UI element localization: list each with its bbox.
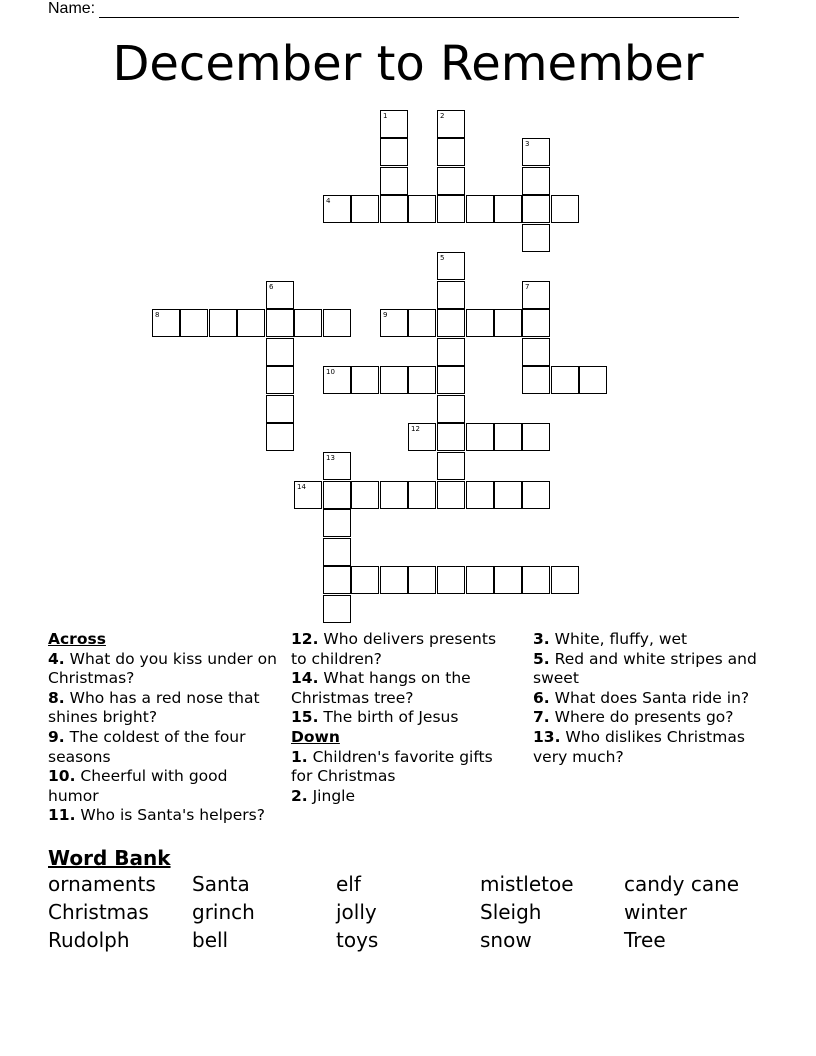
clue-text: The birth of Jesus (318, 708, 459, 727)
clue-text: Where do presents go? (549, 708, 734, 727)
crossword-cell[interactable] (266, 423, 294, 451)
crossword-cell[interactable] (494, 481, 522, 509)
clue-number: 1. (291, 747, 308, 766)
crossword-cell[interactable] (466, 423, 494, 451)
crossword-cell[interactable] (408, 195, 436, 223)
clue-item (533, 689, 768, 709)
crossword-cell[interactable] (437, 252, 465, 280)
crossword-cell[interactable] (551, 366, 579, 394)
crossword-cell[interactable] (351, 566, 379, 594)
crossword-cell[interactable] (494, 423, 522, 451)
clue-item (48, 728, 278, 767)
cell-number: 7 (525, 283, 530, 291)
crossword-cell[interactable] (323, 452, 351, 480)
word-bank-item: Rudolph (48, 928, 130, 952)
crossword-cell[interactable] (522, 309, 550, 337)
crossword-cell[interactable] (437, 195, 465, 223)
clue-number: 11. (48, 806, 76, 825)
crossword-cell[interactable] (323, 595, 351, 623)
crossword-cell[interactable] (522, 224, 550, 252)
word-bank-item: Santa (192, 872, 250, 896)
clue-number: 2. (291, 786, 308, 805)
clue-item (291, 630, 516, 669)
clue-number: 3. (533, 630, 550, 648)
clue-item (291, 708, 516, 728)
clue-text: What does Santa ride in? (549, 688, 750, 707)
crossword-cell[interactable] (551, 195, 579, 223)
crossword-cell[interactable] (437, 138, 465, 166)
cell-number: 4 (326, 197, 331, 205)
clues-column-2 (291, 630, 516, 806)
crossword-cell[interactable] (380, 138, 408, 166)
word-bank-item: ornaments (48, 872, 156, 896)
crossword-cell[interactable] (380, 110, 408, 138)
crossword-cell[interactable] (437, 167, 465, 195)
crossword-cell[interactable] (551, 566, 579, 594)
cell-number: 14 (297, 483, 306, 491)
crossword-cell[interactable] (380, 309, 408, 337)
cell-number: 8 (155, 311, 160, 319)
crossword-cell[interactable] (579, 366, 607, 394)
clue-item (291, 748, 516, 787)
crossword-cell[interactable] (437, 481, 465, 509)
clue-item (533, 650, 768, 689)
crossword-cell[interactable] (380, 195, 408, 223)
crossword-cell[interactable] (351, 195, 379, 223)
word-bank-item: elf (336, 872, 361, 896)
clue-text: Who has a red nose that shines bright? (48, 688, 260, 727)
word-bank-item: winter (624, 900, 687, 924)
clue-number: 6. (533, 688, 550, 707)
crossword-cell[interactable] (408, 366, 436, 394)
cell-number: 3 (525, 140, 530, 148)
word-bank (48, 872, 768, 952)
clue-item (533, 630, 768, 650)
clue-number: 13. (533, 727, 561, 746)
clue-item (48, 767, 278, 806)
crossword-cell[interactable] (266, 281, 294, 309)
crossword-cell[interactable] (522, 481, 550, 509)
cell-number: 6 (269, 283, 274, 291)
clue-item (291, 669, 516, 708)
crossword-cell[interactable] (522, 366, 550, 394)
crossword-cell[interactable] (408, 481, 436, 509)
crossword-cell[interactable] (522, 195, 550, 223)
crossword-cell[interactable] (351, 366, 379, 394)
clue-text: The coldest of the four seasons (48, 727, 246, 766)
clue-text: Cheerful with good humor (48, 767, 228, 805)
crossword-cell[interactable] (323, 566, 351, 594)
crossword-cell[interactable] (408, 423, 436, 451)
word-bank-title: Word Bank (48, 846, 171, 870)
crossword-cell[interactable] (466, 481, 494, 509)
crossword-cell[interactable] (380, 481, 408, 509)
crossword-cell[interactable] (408, 309, 436, 337)
crossword-cell[interactable] (180, 309, 208, 337)
clue-text: Who is Santa's helpers? (75, 806, 265, 825)
crossword-cell[interactable] (323, 538, 351, 566)
crossword-cell[interactable] (266, 395, 294, 423)
crossword-cell[interactable] (294, 481, 322, 509)
crossword-cell[interactable] (380, 167, 408, 195)
clue-item (48, 806, 278, 826)
crossword-cell[interactable] (323, 481, 351, 509)
word-bank-item: Tree (624, 928, 666, 952)
crossword-cell[interactable] (323, 309, 351, 337)
crossword-cell[interactable] (437, 395, 465, 423)
cell-number: 12 (411, 425, 420, 433)
crossword-cell[interactable] (152, 309, 180, 337)
crossword-cell[interactable] (380, 566, 408, 594)
crossword-cell[interactable] (237, 309, 265, 337)
clue-number: 4. (48, 649, 65, 668)
crossword-cell[interactable] (266, 366, 294, 394)
crossword-cell[interactable] (522, 423, 550, 451)
clue-number: 15. (291, 708, 319, 727)
crossword-cell[interactable] (437, 338, 465, 366)
clue-number: 9. (48, 727, 65, 746)
clue-text: Children's favorite gifts for Christmas (291, 747, 493, 786)
clue-text: White, fluffy, wet (549, 630, 688, 648)
crossword-cell[interactable] (380, 366, 408, 394)
clue-number: 5. (533, 649, 550, 668)
word-bank-item: grinch (192, 900, 255, 924)
crossword-cell[interactable] (466, 309, 494, 337)
word-bank-item: candy cane (624, 872, 740, 896)
clue-text: What do you kiss under on Christmas? (48, 649, 277, 688)
crossword-cell[interactable] (437, 366, 465, 394)
crossword-cell[interactable] (351, 481, 379, 509)
crossword-cell[interactable] (323, 366, 351, 394)
crossword-cell[interactable] (466, 566, 494, 594)
word-bank-item: toys (336, 928, 379, 952)
crossword-cell[interactable] (522, 167, 550, 195)
clues-column-1 (48, 630, 278, 826)
page-title: December to Remember (112, 36, 704, 92)
crossword-cell[interactable] (494, 309, 522, 337)
crossword-cell[interactable] (522, 338, 550, 366)
clue-item (48, 650, 278, 689)
cell-number: 1 (383, 112, 388, 120)
clue-item (533, 728, 768, 767)
crossword-cell[interactable] (323, 509, 351, 537)
clue-number: 14. (291, 669, 319, 688)
crossword-cell[interactable] (323, 195, 351, 223)
crossword-cell[interactable] (294, 309, 322, 337)
clue-number: 8. (48, 688, 65, 707)
clue-number: 7. (533, 708, 550, 727)
down-heading: Down (291, 727, 340, 746)
name-label: Name: (48, 0, 96, 17)
cell-number: 5 (440, 254, 445, 262)
crossword-cell[interactable] (437, 423, 465, 451)
word-bank-item: jolly (336, 900, 377, 924)
clue-item (291, 787, 516, 807)
clues-column-3 (533, 630, 768, 767)
crossword-cell[interactable] (408, 566, 436, 594)
word-bank-item: mistletoe (480, 872, 574, 896)
clue-text: Red and white stripes and sweet (533, 649, 757, 688)
crossword-cell[interactable] (437, 110, 465, 138)
crossword-cell[interactable] (494, 566, 522, 594)
clue-number: 10. (48, 767, 76, 786)
cell-number: 13 (326, 454, 335, 462)
crossword-cell[interactable] (522, 138, 550, 166)
word-bank-item: snow (480, 928, 532, 952)
crossword-cell[interactable] (437, 566, 465, 594)
cell-number: 2 (440, 112, 445, 120)
crossword-cell[interactable] (522, 566, 550, 594)
crossword-cell[interactable] (466, 195, 494, 223)
crossword-cell[interactable] (437, 281, 465, 309)
crossword-cell[interactable] (209, 309, 237, 337)
clue-item (48, 689, 278, 728)
clue-text: Jingle (307, 786, 355, 805)
crossword-cell[interactable] (266, 309, 294, 337)
crossword-cell[interactable] (437, 309, 465, 337)
crossword-cell[interactable] (266, 338, 294, 366)
crossword-cell[interactable] (522, 281, 550, 309)
word-bank-item: bell (192, 928, 229, 952)
cell-number: 9 (383, 311, 388, 319)
cell-number: 10 (326, 368, 335, 376)
clue-item (533, 708, 768, 728)
clue-number: 12. (291, 630, 319, 648)
word-bank-item: Christmas (48, 900, 149, 924)
crossword-cell[interactable] (494, 195, 522, 223)
crossword-cell[interactable] (437, 452, 465, 480)
clue-text: Who delivers presents to children? (291, 630, 497, 668)
across-heading: Across (48, 630, 106, 648)
word-bank-item: Sleigh (480, 900, 542, 924)
clue-text: Who dislikes Christmas very much? (533, 727, 745, 766)
clue-text: What hangs on the Christmas tree? (291, 669, 471, 707)
